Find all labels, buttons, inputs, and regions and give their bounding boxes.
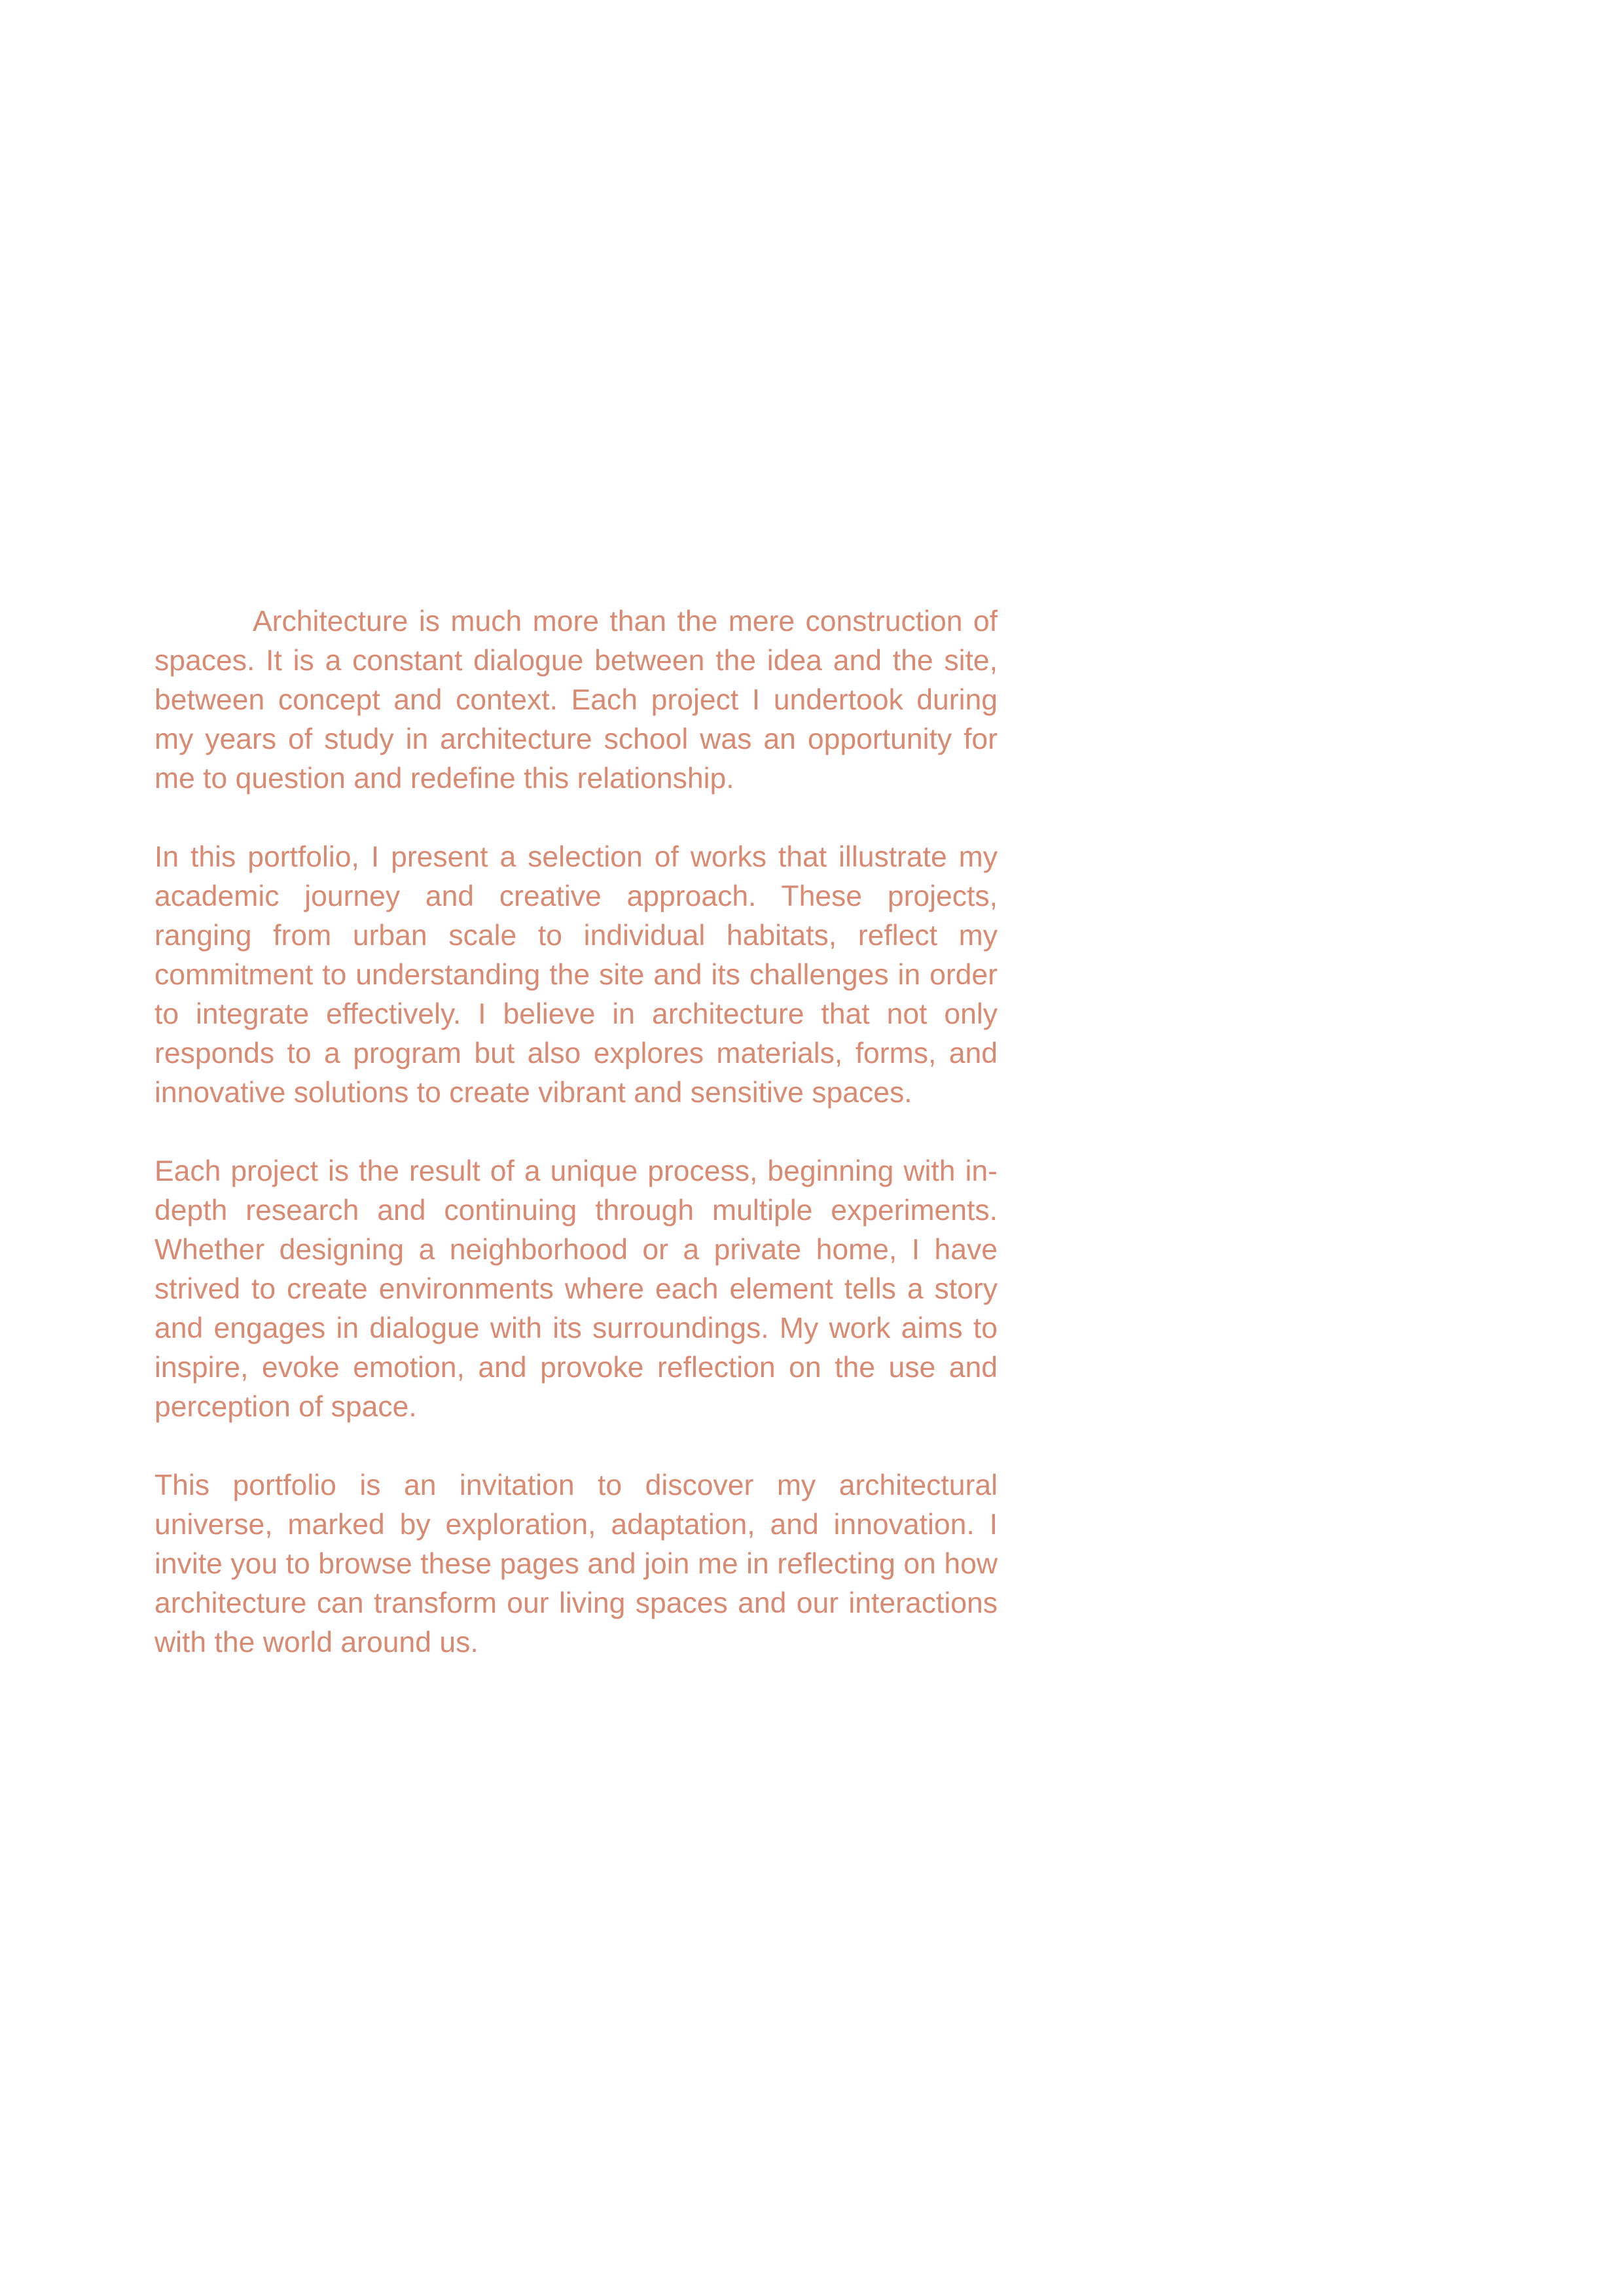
paragraph-process: Each project is the result of a unique process, beginning with in-depth research and continuing through multiple experiments. Whether designing a neighborhood or a private home, I have strived to create environments where each element tells a story and engages in dialogue with its surroundings. My work aims to inspire, evoke emotion, and provoke reflection on the use and perception of space. [154, 1155, 998, 1423]
paragraph-intro: Architecture is much more than the mere construction of spaces. It is a constant dialogue between the idea and the site, between concept and context. Each project I undertook during my years of study in architecture school was an opportunity for me to question and redefine this relationship. [154, 605, 998, 795]
introduction-text [154, 602, 998, 1662]
paragraph-portfolio-overview: In this portfolio, I present a selection of works that illustrate my academic journey and creative approach. These projects, ranging from urban scale to individual habitats, reflect my commitment to understanding the site and its challenges in order to integrate effectively. I believe in architecture that not only responds to a program but also explores materials, forms, and innovative solutions to create vibrant and sensitive spaces. [154, 841, 998, 1109]
paragraph-invitation: This portfolio is an invitation to discover my architectural universe, marked by exploration, adaptation, and innovation. I invite you to browse these pages and join me in reflecting on how architecture can transform our living spaces and our interactions with the world around us. [154, 1469, 998, 1659]
